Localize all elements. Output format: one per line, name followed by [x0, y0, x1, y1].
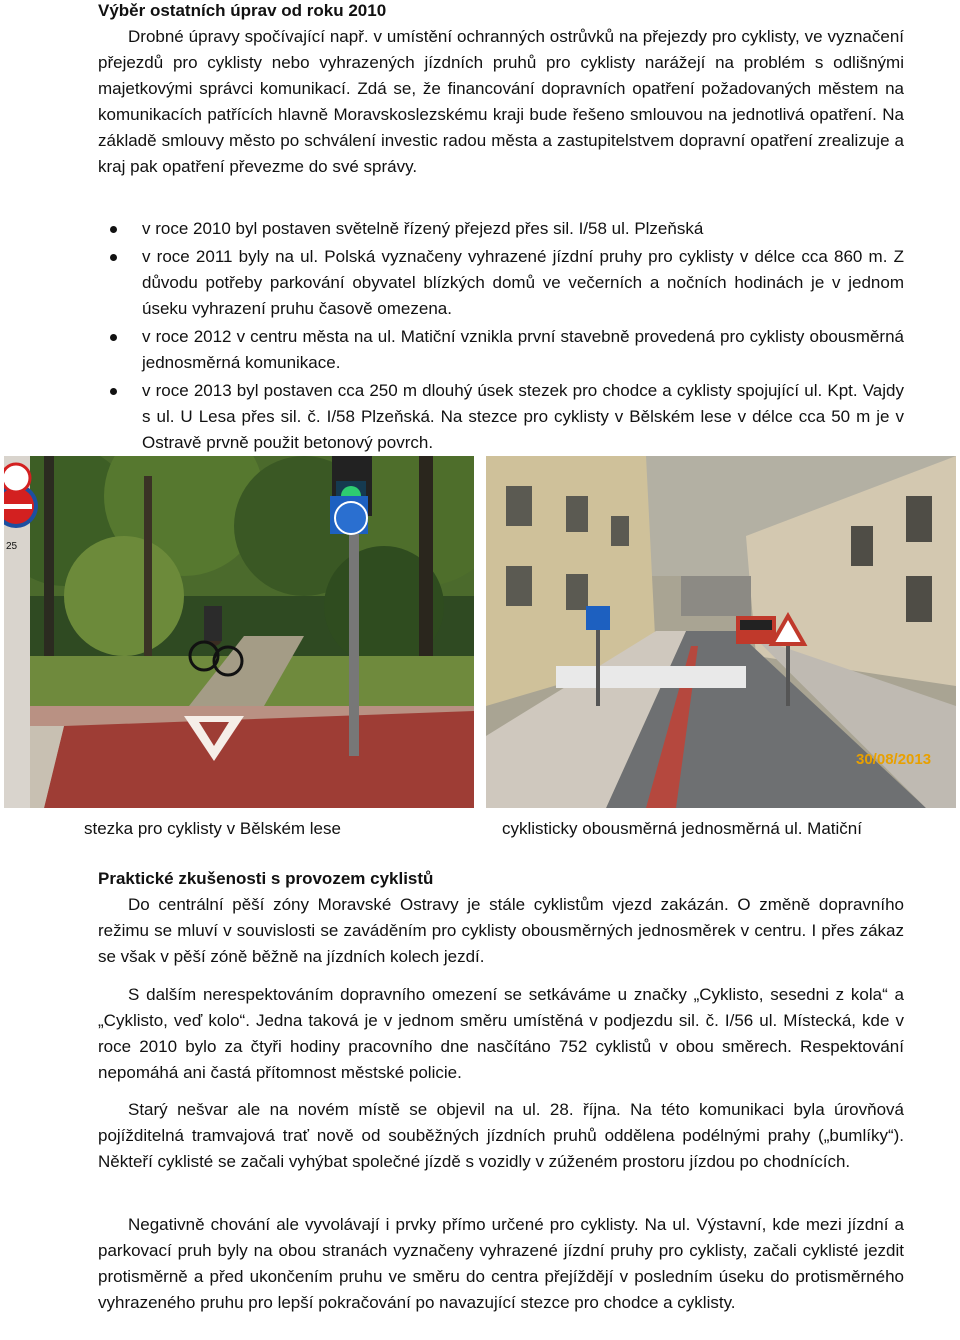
caption-left-photo: stezka pro cyklisty v Bělském lese	[84, 819, 341, 838]
list-item: v roce 2012 v centru města na ul. Matiční vznikla první stavebně provedená pro cyklisty obousměrná jednosměrná komunikace.	[98, 324, 904, 376]
bullet-icon	[110, 226, 117, 233]
improvements-list	[98, 216, 904, 458]
forest-path-illustration	[4, 456, 474, 808]
sign-number-label: 25	[6, 541, 18, 552]
photo-date-stamp: 30/08/2013	[856, 751, 932, 768]
photo-forest-bike-path	[4, 456, 474, 808]
paragraph-pedestrian-zone: Do centrální pěší zóny Moravské Ostravy je stále cyklistům vjezd zakázán. O změně dopravního režimu se mluví v souvislosti se zaváděním pro cyklisty obousměrných jednosměrek v centru. I přes zákaz se však v pěší zóně běžně na jízdních kolech jezdí.	[98, 895, 904, 966]
bullet-icon	[110, 254, 117, 261]
bullet-icon	[110, 388, 117, 395]
paragraph-tram-track: Starý nešvar ale na novém místě se objevil na ul. 28. října. Na této komunikaci byla úrovňová pojížditelná tramvajová trať nově od souběžných jízdních pruhů oddělena podélnými prahy („bumlíky“). Někteří cyklisté se začali vyhýbat společné jízdě s vozidly v zúženém prostoru jízdou po chodnících.	[98, 1100, 904, 1171]
list-item: v roce 2013 byl postaven cca 250 m dlouhý úsek stezek pro chodce a cyklisty spojující ul. Kpt. Vajdy s ul. U Lesa přes sil. č. I/58 Plzeňská. Na stezce pro cyklisty v Bělském lese v délce cca 50 m je v Ostravě prvně použit betonový povrch.	[98, 378, 904, 456]
section-heading-practical-experience: Praktické zkušenosti s provozem cyklistů	[98, 869, 434, 888]
paragraph-vystavni-street: Negativně chování ale vyvolávají i prvky přímo určené pro cyklisty. Na ul. Výstavní, kde mezi jízdní a parkovací pruh byly na obou stranách vyznačeny vyhrazené jízdní pruhy pro cyklisty, začali cyklisté jezdit protisměrně a před ukončením pruhu ve směru do centra přejíždějí v posledním úseku do protisměrného vyhrazeného pruhu pro lepší pokračování po navazující stezce pro chodce a cyklisty.	[98, 1215, 904, 1312]
bullet-icon	[110, 334, 117, 341]
photo-maticni-street	[486, 456, 956, 808]
paragraph-dismount-sign: S dalším nerespektováním dopravního omezení se setkáváme u značky „Cyklisto, sesedni z kola“ a „Cyklisto, veď kolo“. Jedna taková je v jednom směru umístěná v podjezdu sil. č. I/56 ul. Místecká, kde v roce 2010 bylo za čtyři hodiny pracovního dne nasčítáno 752 cyklistů v obou směrech. Respektování nepomáhá ani častá přítomnost městské policie.	[98, 985, 904, 1082]
list-item: v roce 2011 byly na ul. Polská vyznačeny vyhrazené jízdní pruhy pro cyklisty v délce cca 860 m. Z důvodu potřeby parkování obyvatel blízkých domů ve večerních a nočních hodinách je v jednom úseku vyhrazení pruhu časově omezena.	[98, 244, 904, 322]
list-item: v roce 2010 byl postaven světelně řízený přejezd přes sil. I/58 ul. Plzeňská	[98, 216, 904, 242]
street-bike-lane-illustration	[486, 456, 956, 808]
caption-right-photo: cyklisticky obousměrná jednosměrná ul. Matiční	[502, 819, 862, 838]
section-heading-other-improvements: Výběr ostatních úprav od roku 2010	[98, 1, 387, 20]
intro-paragraph: Drobné úpravy spočívající např. v umístění ochranných ostrůvků na přejezdy pro cyklisty, ve vyznačení přejezdů pro cyklisty nebo vyhrazených jízdních pruhů pro cyklisty narážejí na problém s odlišnými majetkovými správci komunikací. Zdá se, že financování dopravních opatření požadovaných městem na komunikacích patřících hlavně Moravskoslezskému kraji bude řešeno smlouvou na jednotlivá opatření. Na základě smlouvy město po schválení investic radou města a zastupitelstvem dopravní opatření zrealizuje a kraj pak opatření převezme do své správy.	[98, 27, 904, 176]
